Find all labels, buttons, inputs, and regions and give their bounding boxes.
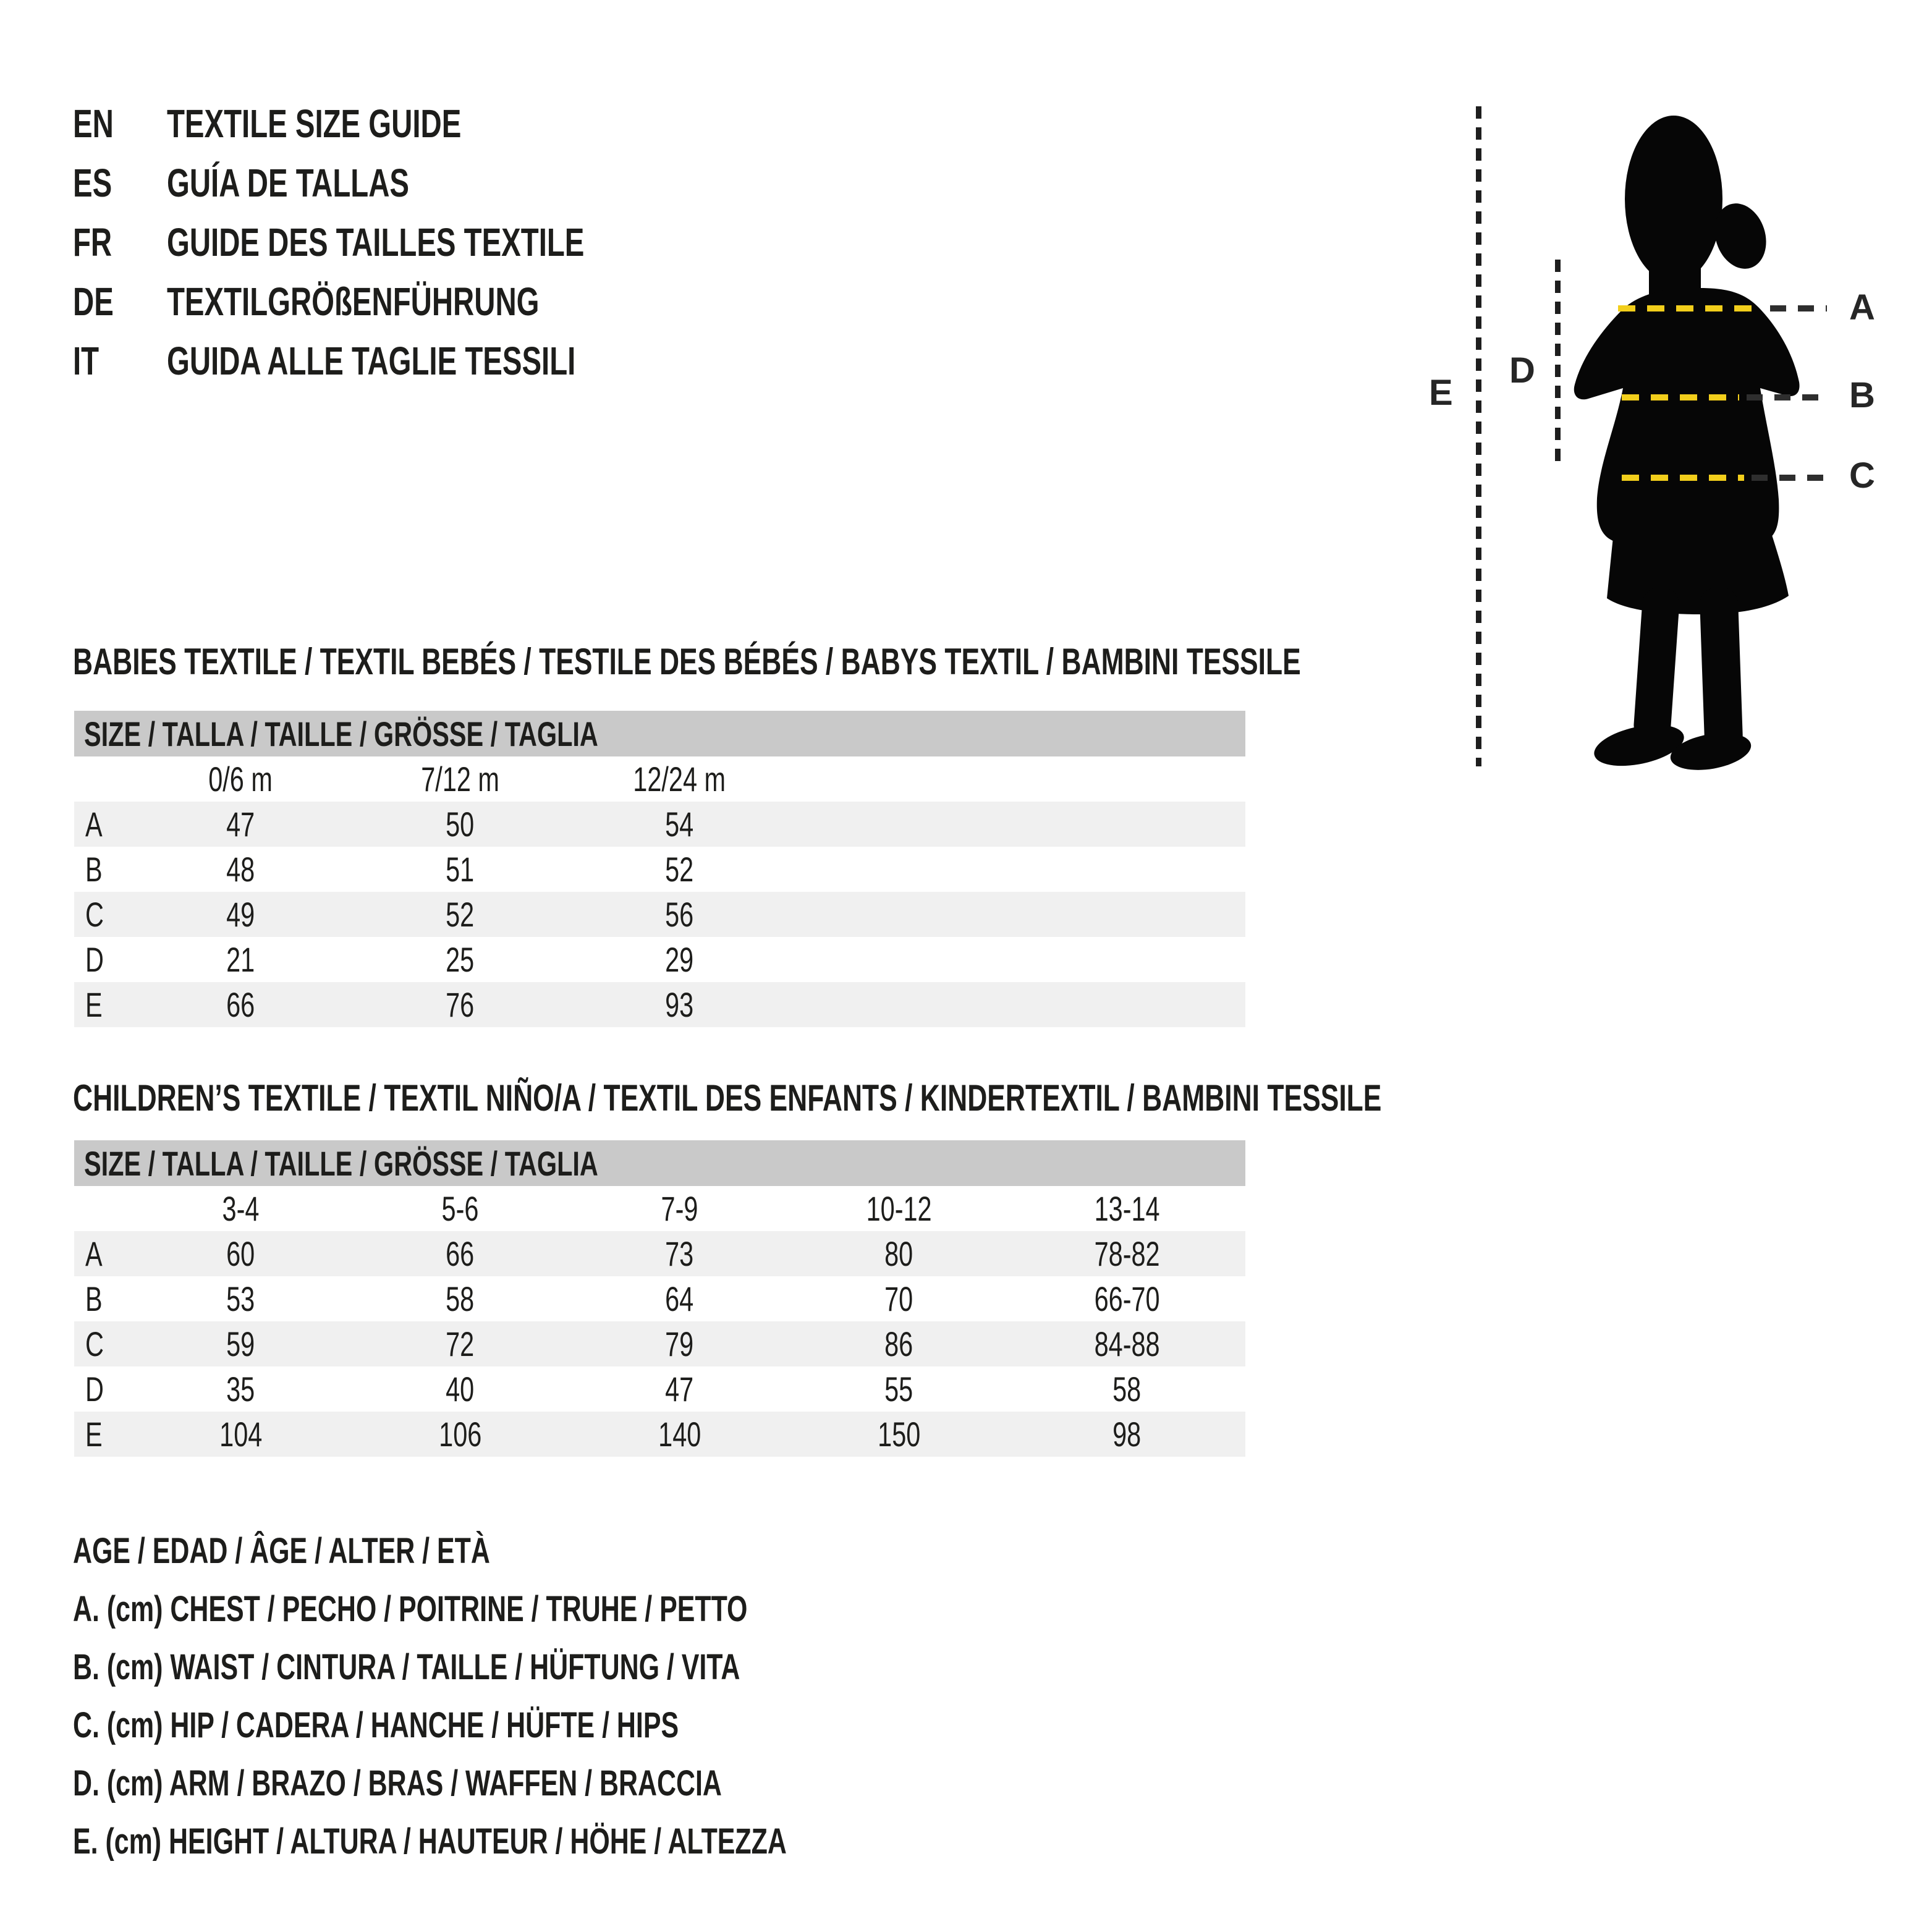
- chest-measure-line-a: [1618, 305, 1763, 311]
- lang-title-fr: GUIDE DES TAILLES TEXTILE: [167, 220, 585, 265]
- babies-col-7-12m: 7/12 m: [421, 760, 499, 799]
- measurement-legend: [73, 1522, 1038, 1870]
- babies-row-e: E 66 76 93: [74, 982, 1245, 1027]
- children-col-3-4: 3-4: [222, 1189, 260, 1228]
- legend-chest: A. (cm) CHEST / PECHO / POITRINE / TRUHE / PETTO: [73, 1588, 748, 1629]
- children-col-5-6: 5-6: [441, 1189, 479, 1228]
- babies-row-a: A 47 50 54: [74, 802, 1245, 847]
- lang-title-en: TEXTILE SIZE GUIDE: [167, 101, 462, 146]
- babies-row-c: C 49 52 56: [74, 892, 1245, 937]
- legend-age: AGE / EDAD / ÂGE / ALTER / ETÀ: [73, 1530, 490, 1571]
- measure-label-e: E: [1429, 373, 1453, 413]
- hip-measure-line-c: [1622, 475, 1744, 481]
- child-silhouette: [1483, 93, 1916, 785]
- children-size-header-text: SIZE / TALLA / TAILLE / GRÖSSE / TAGLIA: [84, 1143, 598, 1183]
- lang-title-es: GUÍA DE TALLAS: [167, 161, 410, 205]
- lang-row-en: [73, 94, 731, 153]
- children-size-header-band: [74, 1140, 1245, 1186]
- lang-code-it: IT: [73, 339, 100, 383]
- lang-row-it: [73, 331, 731, 391]
- children-col-7-9: 7-9: [661, 1189, 698, 1228]
- chest-leader-line-a: [1770, 305, 1827, 311]
- height-measure-line-e: [1476, 106, 1481, 766]
- babies-size-table: [74, 711, 1245, 1027]
- babies-size-header-band: [74, 711, 1245, 756]
- children-row-b: B 53 58 64 70 66-70: [85, 1279, 1160, 1318]
- legend-arm: D. (cm) ARM / BRAZO / BRAS / WAFFEN / BRACCIA: [73, 1763, 722, 1803]
- children-row-c: C 59 72 79 86 84-88: [74, 1321, 1245, 1366]
- lang-code-es: ES: [73, 161, 112, 205]
- babies-column-header-row: [74, 756, 1245, 802]
- waist-leader-line-b: [1747, 394, 1824, 400]
- arm-measure-line-d: [1555, 260, 1561, 470]
- measure-label-a: A: [1849, 287, 1875, 328]
- silhouette-shorts: [1607, 525, 1789, 614]
- lang-title-de: TEXTILGRÖßENFÜHRUNG: [167, 279, 540, 324]
- children-section-title: CHILDREN’S TEXTILE / TEXTIL NIÑO/A / TEXTIL DES ENFANTS / KINDERTEXTIL / BAMBINI TESSILE: [73, 1077, 1382, 1119]
- children-column-header-row: [74, 1186, 1245, 1231]
- children-col-10-12: 10-12: [866, 1189, 932, 1228]
- babies-col-0-6m: 0/6 m: [208, 760, 273, 799]
- legend-hip: C. (cm) HIP / CADERA / HANCHE / HÜFTE / HIPS: [73, 1705, 679, 1745]
- measure-label-d: D: [1509, 350, 1535, 391]
- measure-label-b: B: [1849, 375, 1875, 415]
- lang-row-fr: [73, 213, 731, 272]
- children-row-a: A 60 66 73 80 78-82: [74, 1231, 1245, 1276]
- babies-size-header-text: SIZE / TALLA / TAILLE / GRÖSSE / TAGLIA: [84, 714, 598, 753]
- children-row-e: E 104 106 140 150 98: [74, 1412, 1245, 1457]
- measure-label-c: C: [1849, 455, 1875, 496]
- lang-row-es: [73, 153, 731, 213]
- legend-height: E. (cm) HEIGHT / ALTURA / HAUTEUR / HÖHE / ALTEZZA: [73, 1821, 787, 1862]
- lang-title-it: GUIDA ALLE TAGLIE TESSILI: [167, 339, 576, 383]
- babies-row-b: B 48 51 52: [85, 850, 694, 889]
- language-title-block: [73, 94, 731, 391]
- lang-code-en: EN: [73, 101, 114, 146]
- silhouette-shirt: [1574, 288, 1800, 555]
- lang-code-de: DE: [73, 279, 114, 324]
- babies-row-d: D 21 25 29: [85, 940, 694, 979]
- lang-code-fr: FR: [73, 220, 112, 265]
- babies-section-title: BABIES TEXTILE / TEXTIL BEBÉS / TESTILE DES BÉBÉS / BABYS TEXTIL / BAMBINI TESSILE: [73, 640, 1301, 682]
- waist-measure-line-b: [1622, 394, 1739, 400]
- babies-col-12-24m: 12/24 m: [633, 760, 726, 799]
- silhouette-right-leg: [1699, 587, 1743, 753]
- lang-row-de: [73, 272, 731, 331]
- legend-waist: B. (cm) WAIST / CINTURA / TAILLE / HÜFTUNG / VITA: [73, 1646, 740, 1687]
- hip-leader-line-c: [1752, 475, 1824, 481]
- children-col-13-14: 13-14: [1094, 1189, 1160, 1228]
- children-size-table: [74, 1140, 1245, 1457]
- children-row-d: D 35 40 47 55 58: [85, 1370, 1142, 1409]
